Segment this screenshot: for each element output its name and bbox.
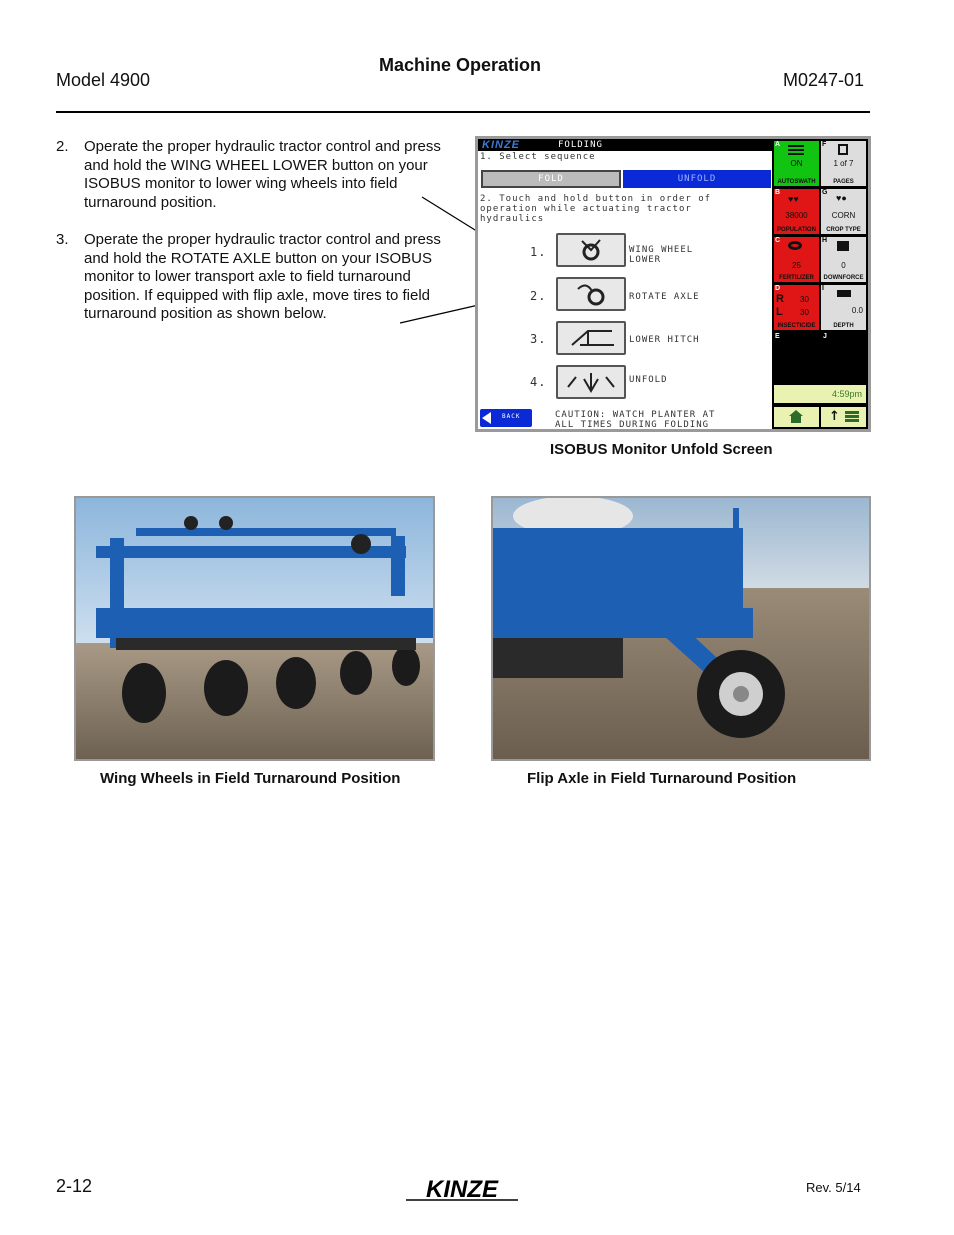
rotate-axle-icon (558, 279, 624, 309)
insecticide-label: INSECTICIDE (777, 323, 816, 329)
flip-axle-caption: Flip Axle in Field Turnaround Position (527, 770, 797, 787)
unfold-button[interactable] (556, 365, 626, 399)
slot-j-letter: J (823, 333, 827, 340)
population-label: POPULATION (777, 227, 816, 233)
sequence-label: WING WHEEL (629, 245, 694, 255)
sequence-number: 1. (530, 245, 547, 259)
page-icon (838, 144, 848, 155)
step-text: Operate the proper hydraulic tractor control and press and hold the ROTATE AXLE button on your ISOBUS monitor to lower transport axle to field turnaround position. If equipped with flip axle, move tires to field turnaround position as shown below. (84, 231, 441, 322)
lower-hitch-icon (558, 323, 624, 353)
sequence-label: LOWER HITCH (629, 335, 700, 345)
depth-icon (837, 290, 851, 297)
monitor-title: FOLDING (558, 140, 603, 150)
fertilizer-cell[interactable]: C 25 FERTILIZER (774, 237, 819, 282)
monitor-caption: ISOBUS Monitor Unfold Screen (550, 441, 773, 458)
population-cell[interactable]: B ♥♥ 38000 POPULATION (774, 189, 819, 234)
clock-display: 4:59pm (774, 385, 866, 403)
caution-line-2: ALL TIMES DURING FOLDING (555, 420, 710, 429)
sequence-number: 4. (530, 375, 547, 389)
depth-label: DEPTH (833, 323, 854, 329)
crop-type-label: CROP TYPE (826, 227, 861, 233)
slot-e-letter: E (775, 333, 780, 340)
up-arrow-icon: ↑ (829, 409, 840, 424)
insecticide-left-value: 30 (800, 308, 809, 317)
step-number: 2. (56, 138, 69, 155)
sequence-number: 3. (530, 332, 547, 346)
page-number: 2-12 (56, 1176, 93, 1196)
back-label: BACK (502, 413, 521, 420)
isobus-monitor (475, 136, 871, 432)
depth-cell[interactable]: I 0.0 DEPTH (821, 285, 866, 330)
pages-label: PAGES (833, 179, 854, 185)
wing-wheels-image (76, 498, 433, 759)
wing-wheel-lower-button[interactable] (556, 233, 626, 267)
tab-fold[interactable]: FOLD (481, 170, 621, 188)
autoswath-label: AUTOSWATH (777, 179, 816, 185)
downforce-icon (837, 241, 849, 251)
caution-line-1: CAUTION: WATCH PLANTER AT (555, 410, 716, 420)
flip-axle-image (493, 498, 869, 759)
fertilizer-icon (788, 241, 802, 250)
revision-date: Rev. 5/14 (806, 1180, 861, 1195)
model-label: Model 4900 (56, 70, 151, 90)
seed-icon: ♥♥ (788, 194, 799, 204)
menu-button[interactable] (821, 407, 866, 427)
footer-logo-text: KINZE (426, 1176, 498, 1203)
instruction-1: 1. Select sequence (480, 152, 596, 162)
header-rule (56, 111, 870, 113)
section-title: Machine Operation (379, 55, 542, 75)
flip-axle-photo (491, 496, 871, 761)
sequence-label: UNFOLD (629, 375, 668, 385)
autoswath-value: ON (790, 159, 803, 168)
grid-icon (845, 411, 859, 423)
wing-wheels-photo (74, 496, 435, 761)
population-value: 38000 (785, 211, 808, 220)
crop-type-value: CORN (831, 211, 856, 220)
right-row-marker: R (776, 293, 784, 305)
wing-wheels-caption: Wing Wheels in Field Turnaround Position (100, 770, 401, 787)
wing-wheel-icon (558, 235, 624, 265)
depth-value: 0.0 (851, 306, 863, 315)
pages-value: 1 of 7 (833, 159, 854, 168)
monitor-title-bar (478, 139, 772, 151)
manual-number: M0247-01 (783, 70, 865, 90)
sequence-label: ROTATE AXLE (629, 292, 700, 302)
back-button[interactable] (480, 409, 532, 427)
home-button[interactable] (774, 407, 819, 427)
crop-icon: ♥● (836, 193, 847, 203)
list-icon (788, 145, 804, 147)
sequence-label-line-2: LOWER (629, 255, 662, 265)
home-icon-base (791, 416, 801, 423)
instruction-2-line-3: hydraulics (480, 214, 545, 224)
monitor-logo: KINZE (482, 139, 520, 151)
kinze-logo-icon (402, 1172, 524, 1208)
left-row-marker: L (776, 306, 783, 318)
pages-cell[interactable]: F 1 of 7 PAGES (821, 141, 866, 186)
downforce-label: DOWNFORCE (823, 275, 864, 281)
downforce-cell[interactable]: H 0 DOWNFORCE (821, 237, 866, 282)
instruction-2-line-1: 2. Touch and hold button in order of (480, 194, 712, 204)
instruction-2-line-2: operation while actuating tractor (480, 204, 692, 214)
back-arrow-icon (482, 412, 491, 424)
lower-hitch-button[interactable] (556, 321, 626, 355)
tab-unfold[interactable]: UNFOLD (623, 170, 771, 188)
step-number: 3. (56, 231, 69, 248)
rotate-axle-button[interactable] (556, 277, 626, 311)
downforce-value: 0 (841, 261, 846, 270)
insecticide-cell[interactable]: D R 30 L 30 INSECTICIDE (774, 285, 819, 330)
crop-type-cell[interactable]: G ♥● CORN CROP TYPE (821, 189, 866, 234)
sequence-number: 2. (530, 289, 547, 303)
fertilizer-value: 25 (792, 261, 801, 270)
autoswath-cell[interactable]: A ON AUTOSWATH (774, 141, 819, 186)
insecticide-right-value: 30 (800, 295, 809, 304)
fertilizer-label: FERTILIZER (779, 275, 814, 281)
unfold-icon (558, 367, 624, 397)
step-text: Operate the proper hydraulic tractor control and press and hold the WING WHEEL LOWER button on your ISOBUS monitor to lower wing wheels into field turnaround position. (84, 138, 441, 211)
footer-logo (402, 1172, 524, 1208)
